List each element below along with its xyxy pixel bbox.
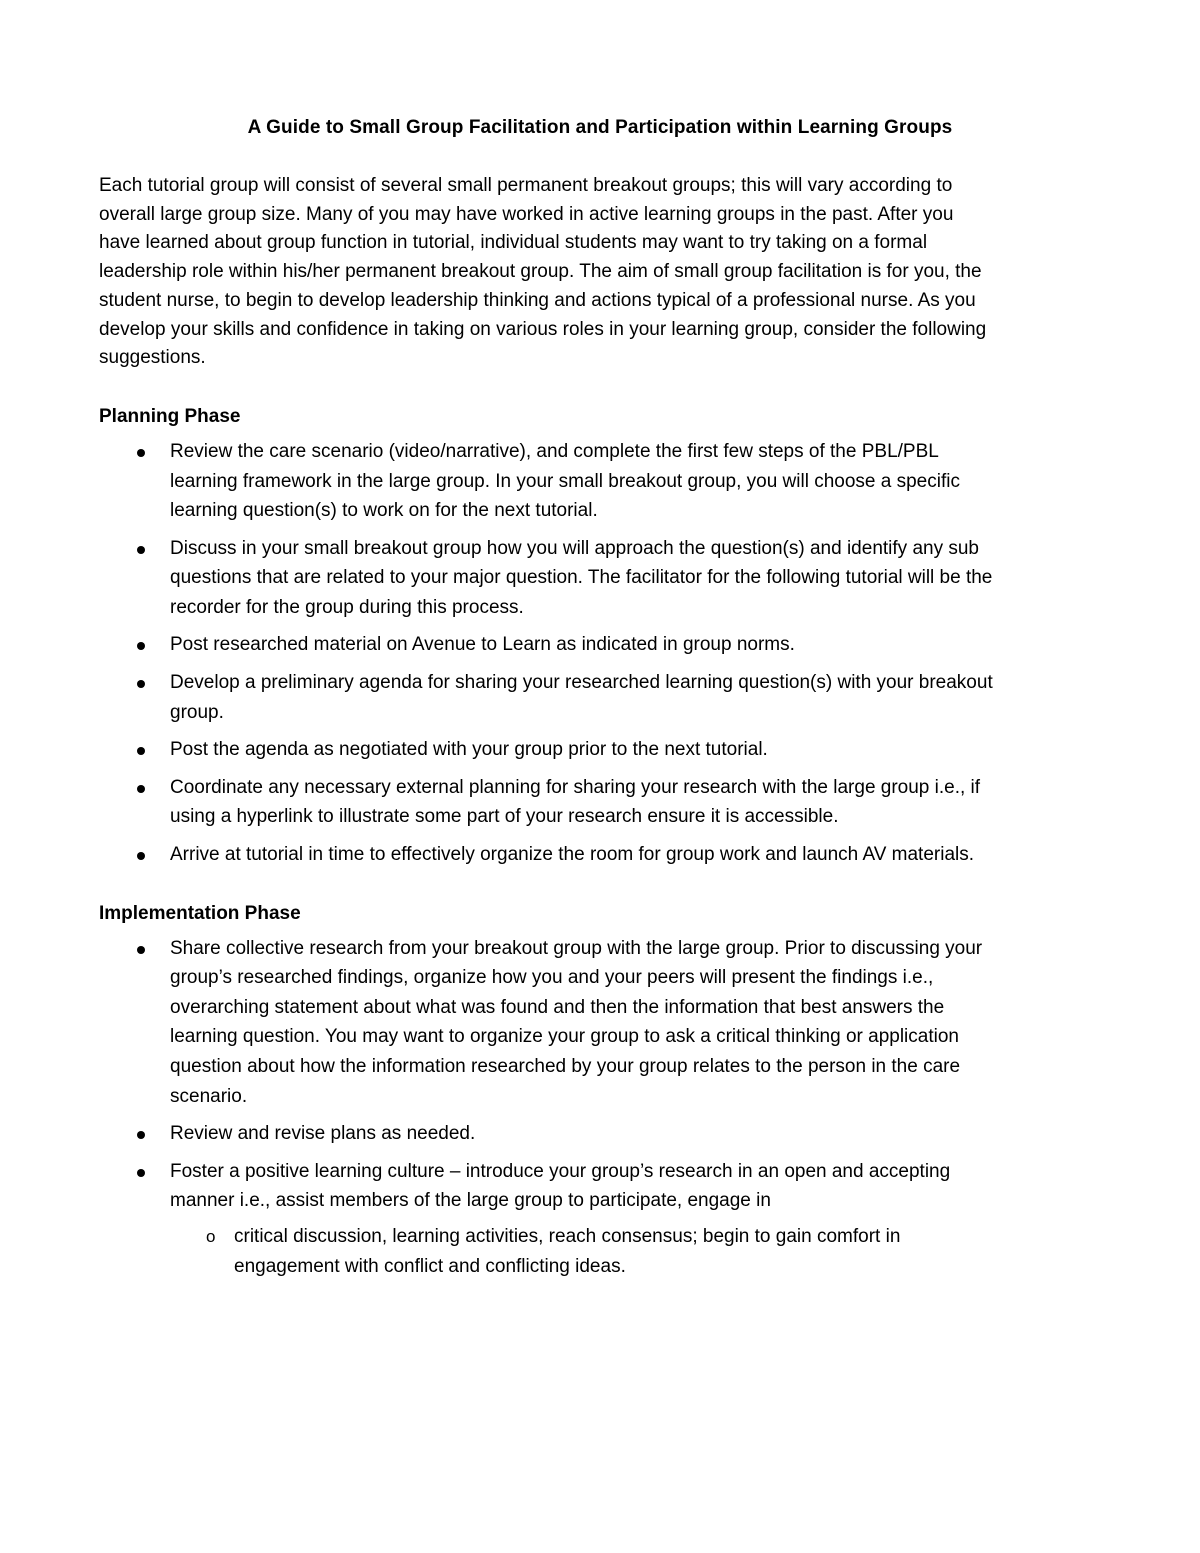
- bullet-icon: [137, 785, 145, 793]
- planning-list: [99, 437, 999, 870]
- list-item-text: Review the care scenario (video/narrative), and complete the first few steps of the PBL/PBL learning framework in the large group. In your small breakout group, you will choose a specific learning question(s) to work on for the next tutorial.: [170, 440, 960, 522]
- list-item-text: Develop a preliminary agenda for sharing your researched learning question(s) with your breakout group.: [170, 672, 993, 723]
- bullet-icon: [137, 546, 145, 554]
- intro-paragraph: Each tutorial group will consist of several small permanent breakout groups; this will vary according to overall large group size. Many of you may have worked in active learning groups in the past. After you have learned about group function in tutorial, individual students may want to try taking on a formal leadership role within his/her permanent breakout group. The aim of small group facilitation is for you, the student nurse, to begin to develop leadership thinking and actions typical of a professional nurse. As you develop your skills and confidence in taking on various roles in your learning group, consider the following suggestions.: [99, 175, 987, 369]
- bullet-icon: [137, 852, 145, 860]
- section-heading-planning: Planning Phase: [99, 405, 241, 427]
- list-item: [99, 668, 999, 727]
- list-item: [99, 773, 999, 832]
- list-item-text: Post researched material on Avenue to Learn as indicated in group norms.: [170, 634, 795, 656]
- bullet-icon: [137, 1169, 145, 1177]
- document-title: A Guide to Small Group Facilitation and Participation within Learning Groups: [247, 117, 953, 138]
- list-item-text: Arrive at tutorial in time to effectively organize the room for group work and launch AV materials.: [170, 844, 975, 866]
- list-item-text: Review and revise plans as needed.: [170, 1123, 476, 1145]
- list-item-text: Share collective research from your breakout group with the large group. Prior to discussing your group’s researched findings, organize how you and your peers will present the findings i.e., overarching statement about what was found and then the information that best answers the learning question. You may want to organize your group to ask a critical thinking or application question about how the information researched by your group relates to the person in the care scenario.: [170, 937, 983, 1107]
- list-item: [99, 840, 999, 870]
- sub-list-item-text: critical discussion, learning activities, reach consensus; begin to gain comfort in engagement with conflict and conflicting ideas.: [234, 1225, 901, 1277]
- list-item: [99, 630, 999, 660]
- list-item: [99, 934, 999, 1112]
- list-item: [99, 1119, 999, 1149]
- list-item-text: Coordinate any necessary external planning for sharing your research with the large group i.e., if using a hyperlink to illustrate some part of your research ensure it is accessible.: [170, 776, 981, 828]
- list-item-text: Post the agenda as negotiated with your group prior to the next tutorial.: [170, 739, 768, 761]
- list-item: [99, 534, 999, 623]
- section-heading-implementation: Implementation Phase: [99, 902, 301, 924]
- list-item: [99, 437, 999, 526]
- bullet-icon: [137, 642, 145, 650]
- list-item: [99, 735, 999, 765]
- document-body: [99, 172, 999, 1289]
- sub-list-item: [170, 1222, 999, 1281]
- bullet-icon: [137, 680, 145, 688]
- hollow-bullet-icon: o: [206, 1226, 216, 1246]
- sub-list: [170, 1222, 999, 1281]
- implementation-list: [99, 934, 999, 1282]
- bullet-icon: [137, 1131, 145, 1139]
- bullet-icon: [137, 449, 145, 457]
- list-item-text: Discuss in your small breakout group how you will approach the question(s) and identify any sub questions that are related to your major question. The facilitator for the following tutorial will be the recorder for the group during this process.: [170, 537, 993, 618]
- list-item-text: Foster a positive learning culture – introduce your group’s research in an open and accepting manner i.e., assist members of the large group to participate, engage in: [170, 1160, 951, 1212]
- bullet-icon: [137, 946, 145, 954]
- bullet-icon: [137, 747, 145, 755]
- list-item: [99, 1157, 999, 1281]
